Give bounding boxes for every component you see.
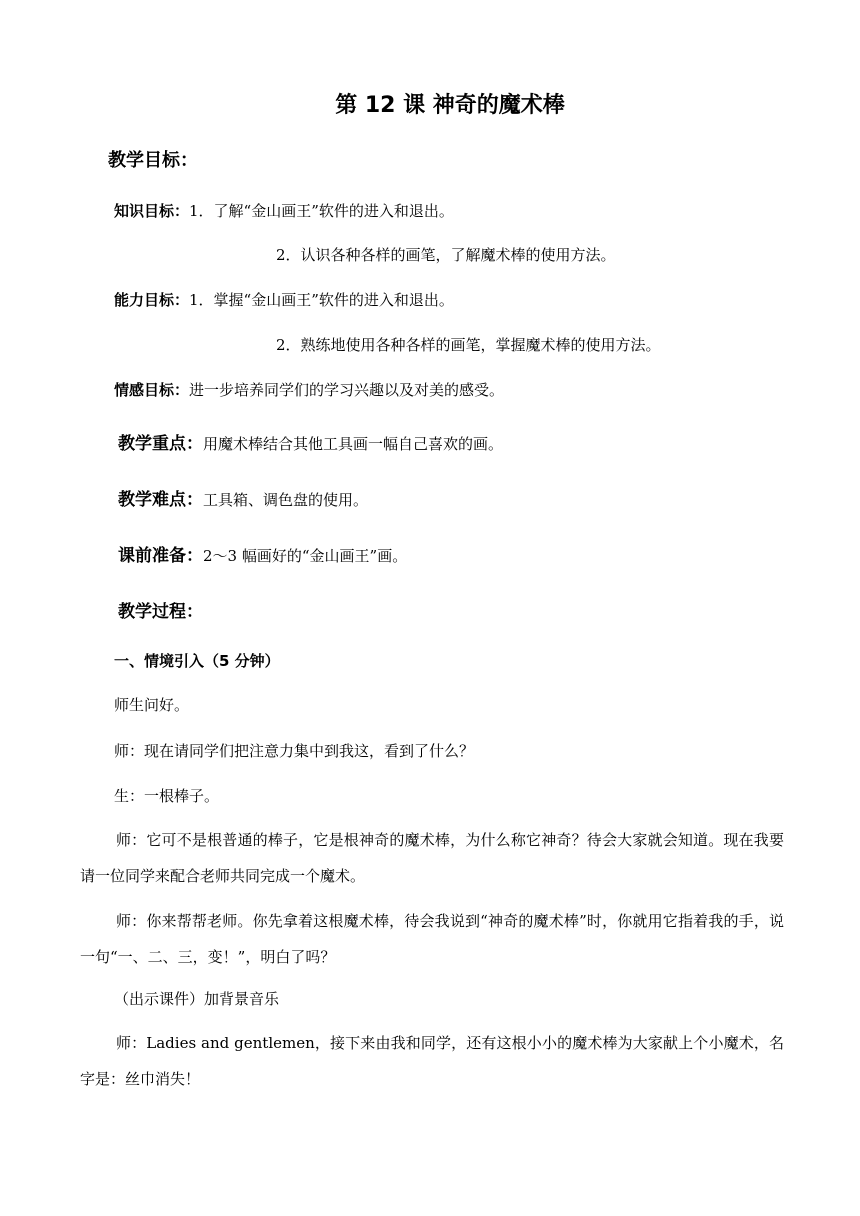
dialogue-paragraph: 师：它可不是根普通的棒子，它是根神奇的魔术棒，为什么称它神奇？待会大家就会知道。现在我要请一位同学来配合老师共同完成一个魔术。 — [80, 831, 784, 885]
ability-goal-item-1: 1．掌握“金山画王”软件的进入和退出。 — [189, 291, 454, 309]
dialogue-line: 师生问好。 — [114, 696, 190, 714]
preparation-row — [118, 541, 407, 566]
dialogue-paragraph: 师：你来帮帮老师。你先拿着这根魔术棒，待会我说到“神奇的魔术棒”时，你就用它指着我的手，说一句“一、二、三，变！”，明白了吗？ — [80, 912, 784, 966]
ability-goal-label: 能力目标： — [114, 291, 190, 309]
difficulty-row — [118, 485, 368, 510]
knowledge-goal-item-1: 1．了解“金山画王”软件的进入和退出。 — [189, 202, 454, 220]
difficulty-text: 工具箱、调色盘的使用。 — [203, 491, 369, 509]
teaching-process-heading: 教学过程： — [118, 602, 203, 622]
ability-goal-item-2: 2．熟练地使用各种各样的画笔，掌握魔术棒的使用方法。 — [276, 336, 661, 354]
key-point-text: 用魔术棒结合其他工具画一幅自己喜欢的画。 — [203, 435, 504, 453]
dialogue-paragraph: 师：Ladies and gentlemen，接下来由我和同学，还有这根小小的魔术棒为大家献上个小魔术，名字是：丝巾消失！ — [80, 1034, 784, 1088]
dialogue-line: 生：一根棒子。 — [114, 787, 220, 805]
preparation-text: 2～3 幅画好的“金山画王”画。 — [203, 547, 408, 565]
dialogue-line: （出示课件）加背景音乐 — [114, 990, 280, 1008]
ability-goal-row — [114, 289, 454, 310]
knowledge-goal-row — [114, 200, 454, 221]
preparation-label: 课前准备： — [118, 546, 203, 566]
emotion-goal-text: 进一步培养同学们的学习兴趣以及对美的感受。 — [189, 381, 505, 399]
section-1-heading: 一、情境引入（5 分钟） — [114, 652, 280, 670]
knowledge-goal-label: 知识目标： — [114, 202, 190, 220]
emotion-goal-row — [114, 379, 504, 400]
dialogue-line: 师：现在请同学们把注意力集中到我这，看到了什么？ — [114, 742, 475, 760]
key-point-label: 教学重点： — [118, 434, 203, 454]
lesson-title: 第 12 课 神奇的魔术棒 — [335, 93, 565, 118]
knowledge-goal-item-2: 2．认识各种各样的画笔，了解魔术棒的使用方法。 — [276, 246, 616, 264]
key-point-row — [118, 429, 503, 454]
difficulty-label: 教学难点： — [118, 490, 203, 510]
emotion-goal-label: 情感目标： — [114, 381, 190, 399]
teaching-goals-heading: 教学目标： — [108, 150, 198, 171]
